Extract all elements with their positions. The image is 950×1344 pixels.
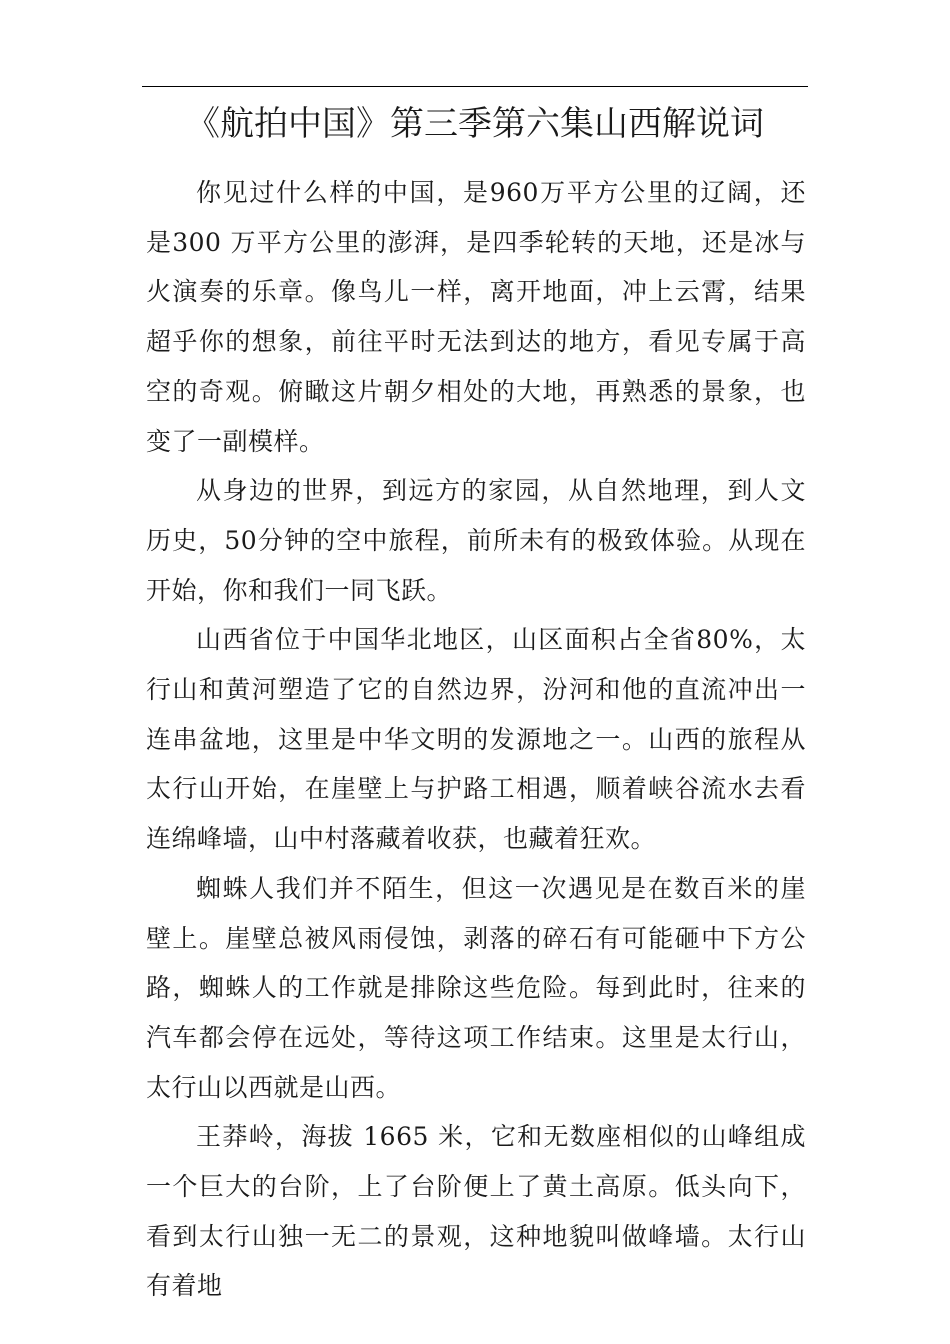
paragraph-1: 你见过什么样的中国，是960万平方公里的辽阔，还是300 万平方公里的澎湃，是四季轮转的天地，还是冰与火演奏的乐章。像鸟儿一样，离开地面，冲上云霄，结果超乎你的想象，前往平时无法到达的地方，看见专属于高空的奇观。俯瞰这片朝夕相处的大地，再熟悉的景象，也变了一副模样。 [146,178,806,456]
paragraph-4: 蜘蛛人我们并不陌生，但这一次遇见是在数百米的崖壁上。崖壁总被风雨侵蚀，剥落的碎石有可能砸中下方公路，蜘蛛人的工作就是排除这些危险。每到此时，往来的汽车都会停在远处，等待这项工作结束。这里是太行山，太行山以西就是山西。 [146,873,806,1102]
paragraph-5: 王莽岭，海拔 1665 米，它和无数座相似的山峰组成一个巨大的台阶，上了台阶便上了黄土高原。低头向下，看到太行山独一无二的景观，这种地貌叫做峰墙。太行山有着地 [146,1122,806,1301]
document-title: 《航拍中国》第三季第六集山西解说词 [186,104,764,144]
paragraph-2: 从身边的世界，到远方的家园，从自然地理，到人文历史，50分钟的空中旅程，前所未有的极致体验。从现在开始，你和我们一同飞跃。 [146,476,806,605]
paragraph-3: 山西省位于中国华北地区，山区面积占全省80%，太行山和黄河塑造了它的自然边界，汾河和他的直流冲出一连串盆地，这里是中华文明的发源地之一。山西的旅程从太行山开始，在崖壁上与护路工相遇，顺着峡谷流水去看连绵峰墙，山中村落藏着收获，也藏着狂欢。 [146,625,806,854]
document-body [146,168,806,1311]
header-rule [142,86,808,87]
